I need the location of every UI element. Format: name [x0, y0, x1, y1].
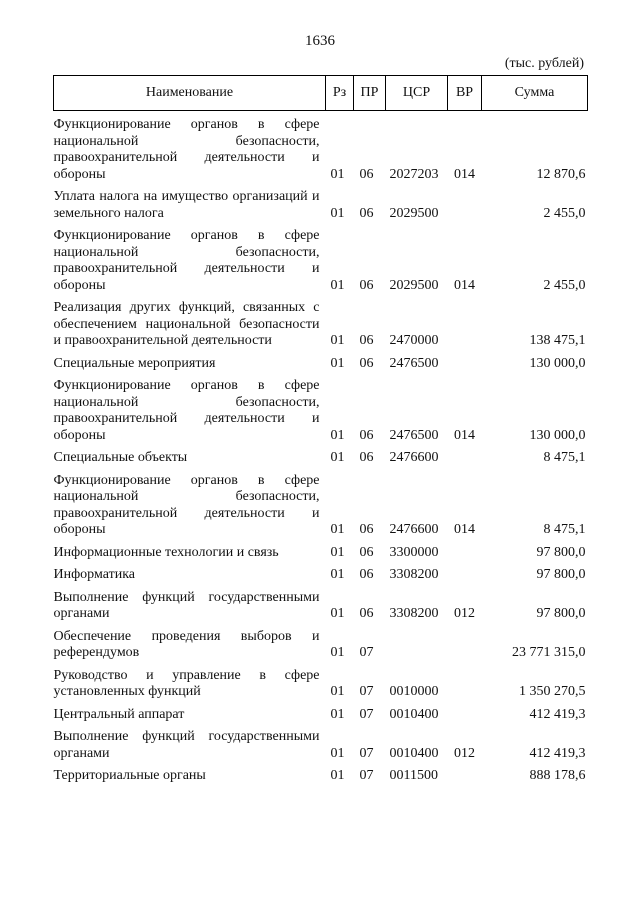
- row-sum-cell: 130 000,0: [529, 355, 586, 371]
- table-row: [54, 350, 588, 373]
- row-pr-cell: 06: [359, 567, 374, 582]
- row-vr-cell: 014: [454, 166, 475, 182]
- row-csr-cell: 3308200: [389, 606, 439, 621]
- budget-table: [53, 75, 588, 785]
- row-vr-cell: 014: [454, 522, 475, 537]
- row-sum-cell: 2 455,0: [543, 205, 586, 221]
- row-csr-cell: 2027203: [389, 166, 439, 182]
- row-rz-cell: 01: [330, 450, 345, 465]
- row-csr-cell: 3308200: [389, 567, 439, 582]
- row-vr-cell: [448, 701, 482, 724]
- row-csr-cell: 0010400: [389, 706, 439, 722]
- row-sum-cell: 138 475,1: [529, 333, 586, 348]
- row-name-cell: Специальные мероприятия: [53, 355, 216, 371]
- row-name-cell: Уплата налога на имущество организаций и земельного налога: [53, 189, 320, 221]
- row-rz-cell: 01: [330, 333, 345, 348]
- row-pr-cell: 07: [359, 768, 374, 783]
- row-csr-cell: 2476500: [389, 355, 439, 371]
- table-row: [54, 662, 588, 701]
- table-row: [54, 372, 588, 444]
- row-sum-cell: 8 475,1: [543, 450, 586, 465]
- row-rz-cell: 01: [330, 684, 345, 699]
- row-name-cell: Выполнение функций государственными органами: [53, 729, 320, 761]
- row-rz-cell: 01: [330, 606, 345, 621]
- row-csr-cell: 2476600: [389, 450, 439, 465]
- row-csr-cell: 2029500: [389, 277, 439, 293]
- row-name-cell: Функционирование органов в сфере национальной безопасности, правоохранительной деятельности и обороны: [53, 378, 320, 443]
- row-sum-cell: 412 419,3: [529, 745, 586, 761]
- row-vr-cell: 014: [454, 277, 475, 293]
- row-csr-cell: 2476600: [389, 522, 439, 537]
- row-sum-cell: 1 350 270,5: [519, 684, 586, 699]
- row-vr-cell: [448, 444, 482, 467]
- row-rz-cell: 01: [330, 277, 345, 293]
- row-csr-cell: 0010000: [389, 684, 439, 699]
- row-sum-cell: 130 000,0: [529, 427, 586, 443]
- header-rz: Рз: [326, 76, 354, 111]
- row-name-cell: Обеспечение проведения выборов и референдумов: [53, 628, 320, 660]
- row-vr-cell: [448, 183, 482, 222]
- row-sum-cell: 8 475,1: [543, 522, 586, 537]
- row-pr-cell: 06: [359, 333, 374, 348]
- row-csr-cell: 2470000: [389, 333, 439, 348]
- table-row: [54, 467, 588, 539]
- row-name-cell: Функционирование органов в сфере национальной безопасности, правоохранительной деятельности и обороны: [53, 117, 320, 182]
- row-sum-cell: 23 771 315,0: [512, 645, 586, 660]
- row-pr-cell: 06: [359, 606, 374, 621]
- row-name-cell: Территориальные органы: [53, 768, 206, 783]
- table-header-row: [54, 76, 588, 111]
- row-vr-cell: [448, 561, 482, 584]
- row-vr-cell: 012: [454, 745, 475, 761]
- row-pr-cell: 06: [359, 522, 374, 537]
- row-name-cell: Информационные технологии и связь: [53, 544, 279, 560]
- row-pr-cell: 06: [359, 166, 374, 182]
- row-rz-cell: 01: [330, 205, 345, 221]
- row-name-cell: Функционирование органов в сфере национальной безопасности, правоохранительной деятельности и обороны: [53, 228, 320, 293]
- row-name-cell: Руководство и управление в сфере установленных функций: [53, 667, 320, 699]
- row-sum-cell: 97 800,0: [536, 567, 586, 582]
- table-row: [54, 584, 588, 623]
- row-name-cell: Специальные объекты: [53, 450, 188, 465]
- row-vr-cell: [448, 762, 482, 785]
- row-rz-cell: 01: [330, 166, 345, 182]
- row-rz-cell: 01: [330, 522, 345, 537]
- table-row: [54, 294, 588, 350]
- header-pr: ПР: [354, 76, 386, 111]
- row-csr-cell: 0010400: [389, 745, 439, 761]
- header-name: Наименование: [54, 76, 326, 111]
- row-csr-cell: 3300000: [389, 544, 439, 560]
- row-sum-cell: 12 870,6: [536, 166, 586, 182]
- row-name-cell: Реализация других функций, связанных с обеспечением национальной безопасности и правоохранительной деятельности: [53, 300, 320, 348]
- row-pr-cell: 06: [359, 355, 374, 371]
- row-sum-cell: 412 419,3: [529, 706, 586, 722]
- table-row: [54, 623, 588, 662]
- row-csr-cell: [386, 623, 448, 662]
- row-pr-cell: 07: [359, 645, 374, 660]
- row-rz-cell: 01: [330, 567, 345, 582]
- table-row: [54, 723, 588, 762]
- row-pr-cell: 06: [359, 544, 374, 560]
- table-row: [54, 183, 588, 222]
- row-sum-cell: 97 800,0: [536, 544, 586, 560]
- row-sum-cell: 97 800,0: [536, 606, 586, 621]
- row-pr-cell: 06: [359, 277, 374, 293]
- row-pr-cell: 07: [359, 745, 374, 761]
- row-rz-cell: 01: [330, 355, 345, 371]
- table-row: [54, 444, 588, 467]
- row-csr-cell: 2029500: [389, 205, 439, 221]
- table-row: [54, 222, 588, 294]
- row-vr-cell: [448, 662, 482, 701]
- row-vr-cell: [448, 539, 482, 562]
- row-vr-cell: 012: [454, 606, 475, 621]
- table-body: [54, 111, 588, 785]
- table-row: [54, 539, 588, 562]
- row-vr-cell: 014: [454, 427, 475, 443]
- header-sum: Сумма: [482, 76, 588, 111]
- row-pr-cell: 06: [359, 450, 374, 465]
- row-rz-cell: 01: [330, 544, 345, 560]
- row-rz-cell: 01: [330, 706, 345, 722]
- page-number: 1636: [305, 33, 335, 49]
- row-vr-cell: [448, 350, 482, 373]
- row-name-cell: Центральный аппарат: [53, 706, 185, 722]
- row-rz-cell: 01: [330, 768, 345, 783]
- row-rz-cell: 01: [330, 645, 345, 660]
- row-rz-cell: 01: [330, 745, 345, 761]
- row-pr-cell: 06: [359, 427, 374, 443]
- row-rz-cell: 01: [330, 427, 345, 443]
- row-pr-cell: 07: [359, 706, 374, 722]
- row-csr-cell: 2476500: [389, 427, 439, 443]
- units-label: (тыс. рублей): [504, 56, 584, 71]
- table-row: [54, 111, 588, 184]
- header-csr: ЦСР: [386, 76, 448, 111]
- row-sum-cell: 888 178,6: [529, 768, 586, 783]
- row-name-cell: Функционирование органов в сфере национальной безопасности, правоохранительной деятельности и обороны: [53, 472, 320, 537]
- table-row: [54, 762, 588, 785]
- table-row: [54, 561, 588, 584]
- row-pr-cell: 06: [359, 205, 374, 221]
- row-name-cell: Выполнение функций государственными органами: [53, 589, 320, 621]
- row-vr-cell: [448, 623, 482, 662]
- row-pr-cell: 07: [359, 684, 374, 699]
- header-vr: ВР: [448, 76, 482, 111]
- row-vr-cell: [448, 294, 482, 350]
- row-sum-cell: 2 455,0: [543, 277, 586, 293]
- table-row: [54, 701, 588, 724]
- row-name-cell: Информатика: [53, 567, 135, 582]
- row-csr-cell: 0011500: [389, 768, 438, 783]
